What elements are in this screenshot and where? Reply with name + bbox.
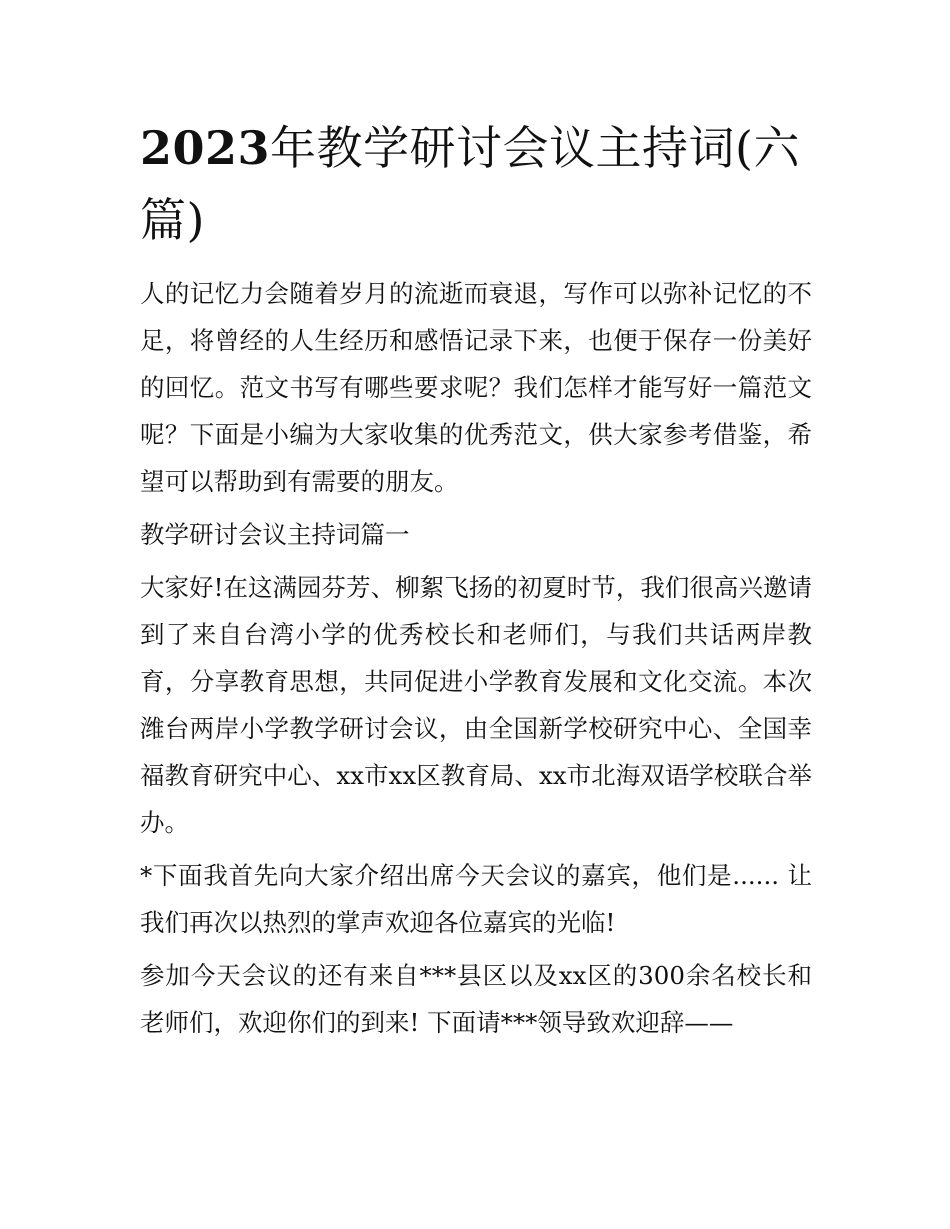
body-paragraph-2: *下面我首先向大家介绍出席今天会议的嘉宾，他们是...... 让我们再次以热烈的掌声欢迎各位嘉宾的光临! [140,861,812,937]
section-heading: 教学研讨会议主持词篇一 [140,520,410,549]
document-body [140,112,812,1046]
title-text: 年教学研讨会议主持词(六篇) [140,121,800,247]
body-paragraph-3: 参加今天会议的还有来自***县区以及xx区的300余名校长和老师们，欢迎你们的到来! 下面请***领导致欢迎辞—— [140,961,812,1037]
body-paragraph-1: 大家好!在这满园芬芳、柳絮飞扬的初夏时节，我们很高兴邀请到了来自台湾小学的优秀校长和老师们，与我们共话两岸教育，分享教育思想，共同促进小学教育发展和文化交流。本次潍台两岸小学教学研讨会议，由全国新学校研究中心、全国幸福教育研究中心、xx市xx区教育局、xx市北海双语学校联合举办。 [140,573,812,837]
title-year: 2023 [140,121,271,175]
document-title [140,112,812,256]
intro-paragraph: 人的记忆力会随着岁月的流逝而衰退，写作可以弥补记忆的不足，将曾经的人生经历和感悟记录下来，也便于保存一份美好的回忆。范文书写有哪些要求呢？我们怎样才能写好一篇范文呢？下面是小编为大家收集的优秀范文，供大家参考借鉴，希望可以帮助到有需要的朋友。 [140,279,812,496]
